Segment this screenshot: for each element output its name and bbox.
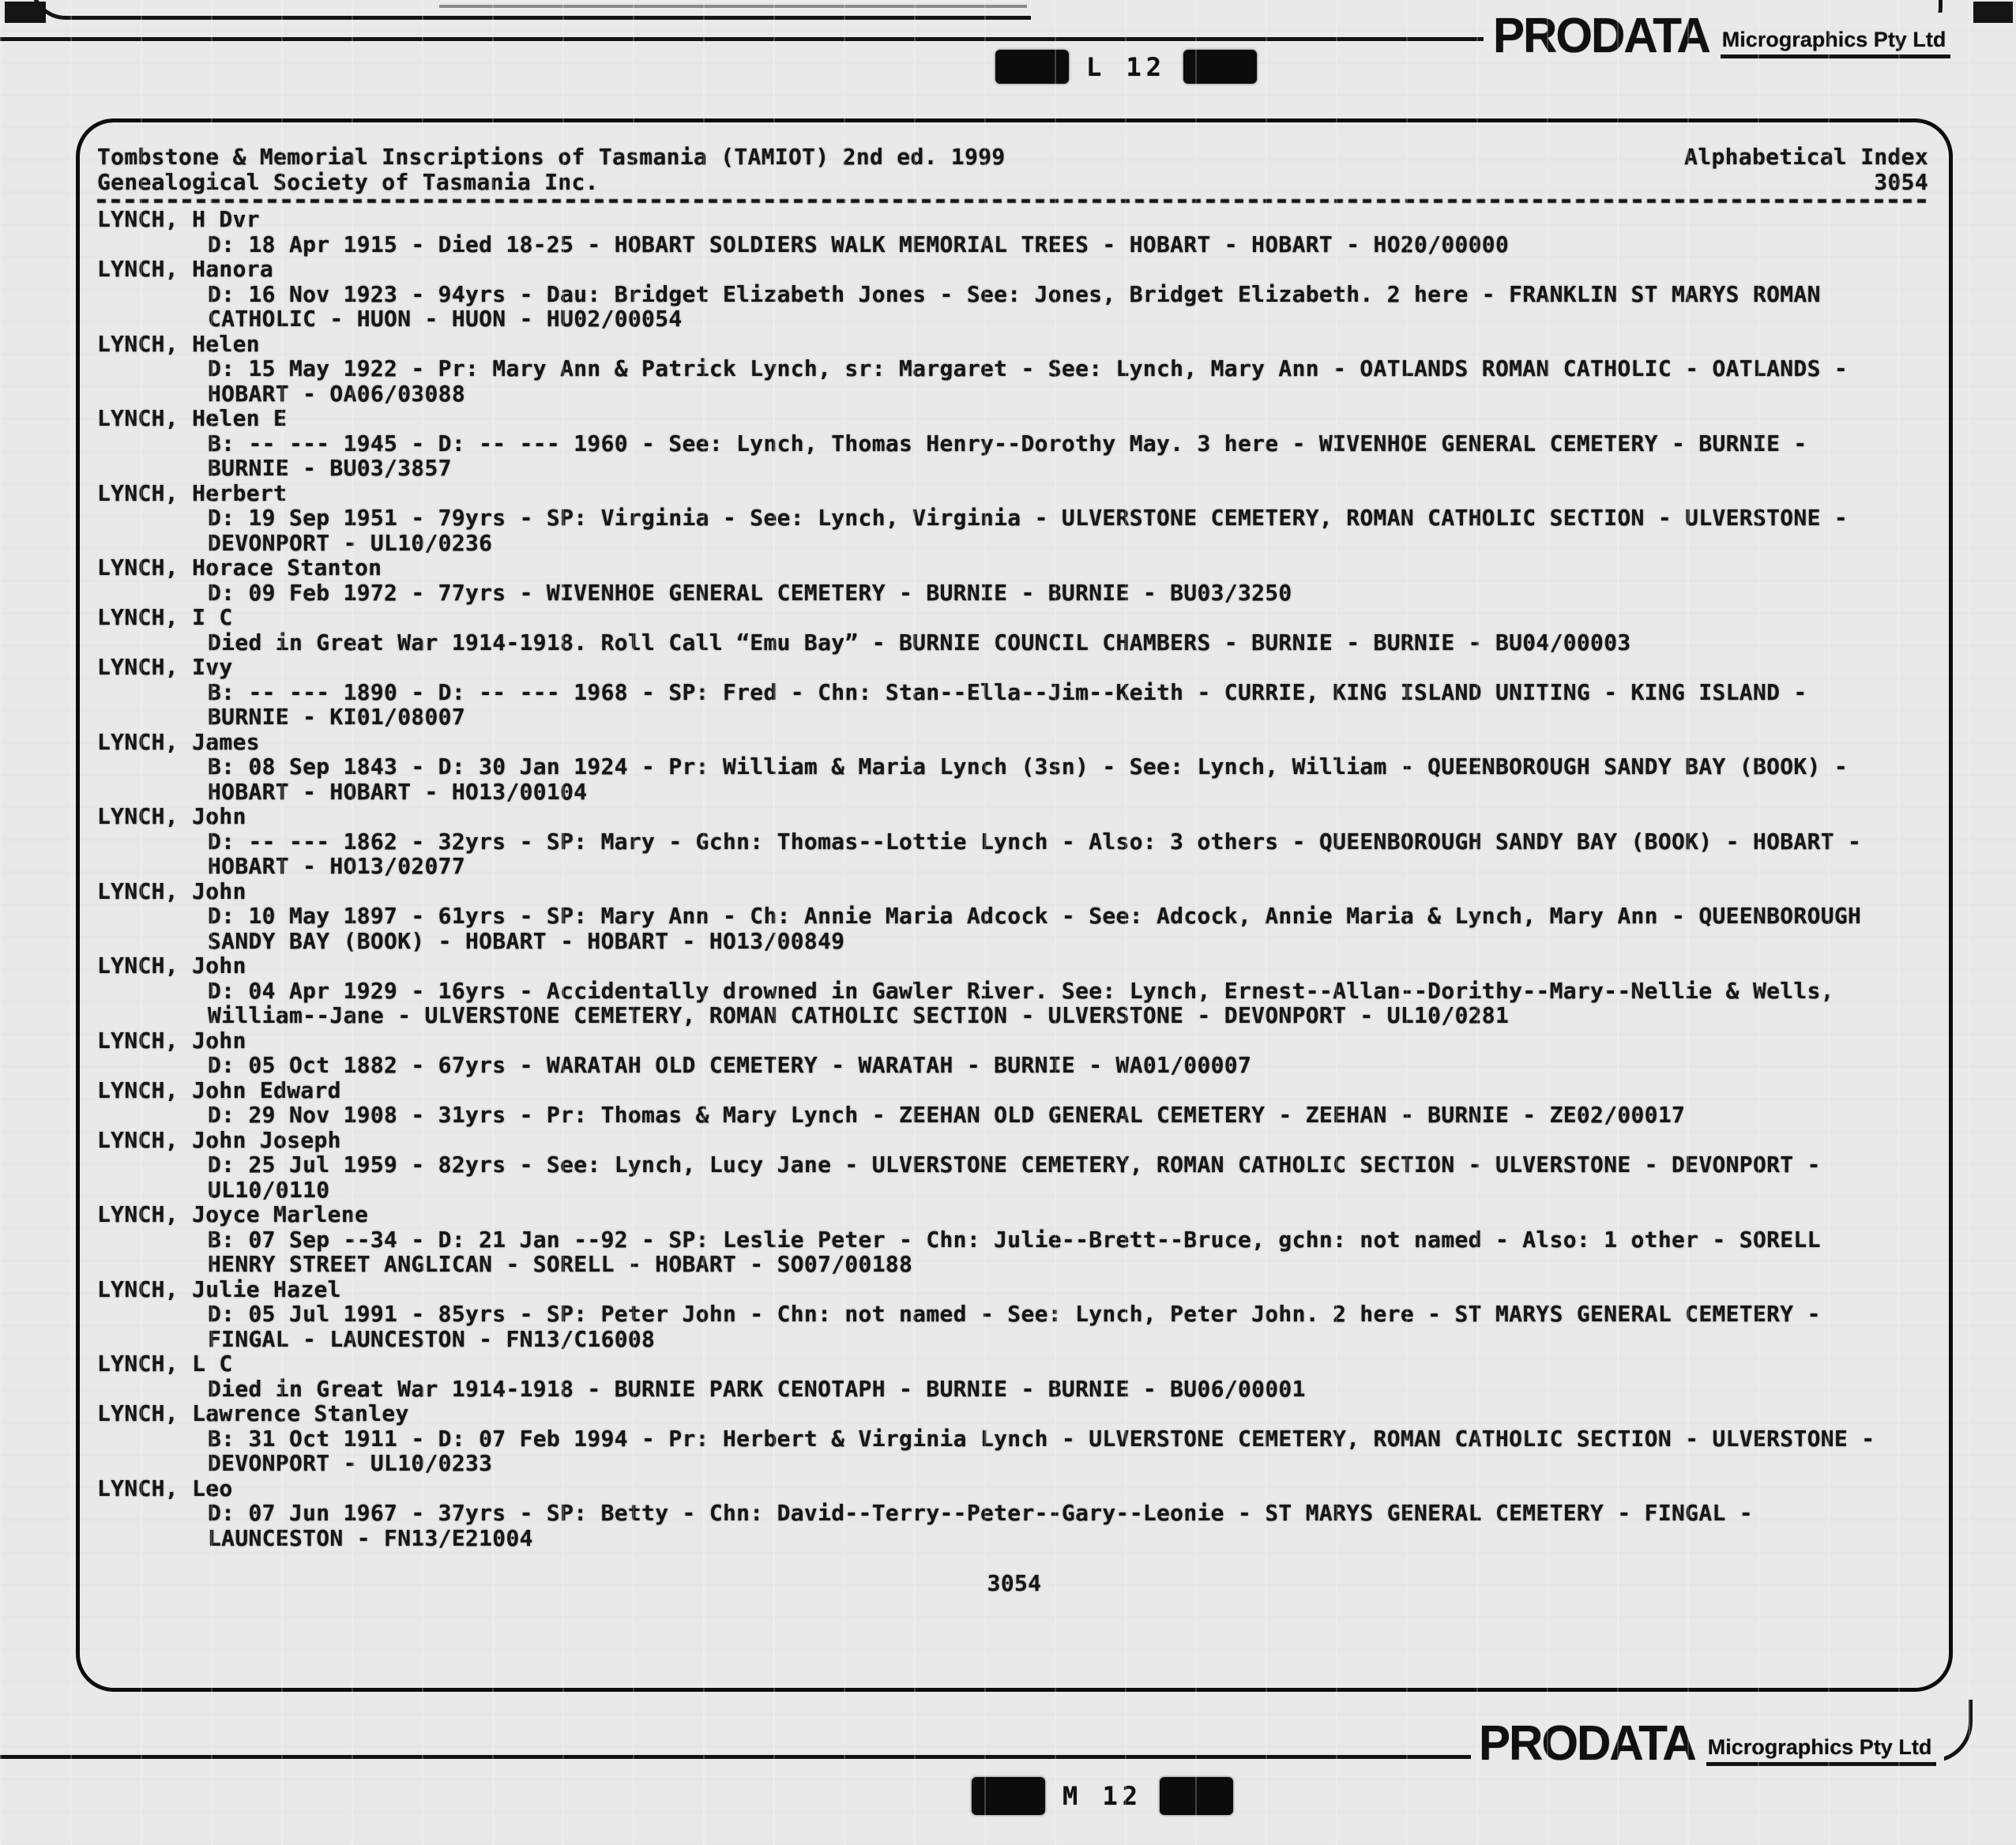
prodata-logo <box>1471 1715 1944 1771</box>
entry-detail-line: FINGAL - LAUNCESTON - FN13/C16008 <box>208 1325 656 1352</box>
entry-name: LYNCH, John <box>97 803 246 829</box>
entry-name: LYNCH, L C <box>97 1351 233 1377</box>
entry-name: LYNCH, H Dvr <box>97 206 260 232</box>
entry-name: LYNCH, Julie Hazel <box>97 1276 341 1302</box>
entry-detail-line: Died in Great War 1914-1918. Roll Call “Emu Bay” - BURNIE COUNCIL CHAMBERS - BURNIE - BURNIE - BU04/00003 <box>208 629 1631 656</box>
dashed-separator <box>97 199 1931 203</box>
entry-detail-line: DEVONPORT - UL10/0233 <box>208 1450 493 1476</box>
entry-name: LYNCH, I C <box>97 604 233 630</box>
document-title-line2: Genealogical Society of Tasmania Inc. <box>97 168 599 195</box>
index-entry <box>97 1476 1931 1551</box>
entry-detail-line: SANDY BAY (BOOK) - HOBART - HOBART - HO13/00849 <box>208 927 845 954</box>
footer-page-number: 3054 <box>987 1570 1042 1596</box>
film-frame-marker-top <box>995 50 1257 84</box>
film-scratch-line <box>439 5 1027 8</box>
entry-name: LYNCH, Helen <box>97 330 260 357</box>
entry-detail-line: B: -- --- 1945 - D: -- --- 1960 - See: Lynch, Thomas Henry--Dorothy May. 3 here - WIVENHOE GENERAL CEMETERY - BURNIE - <box>208 430 1807 457</box>
entry-name: LYNCH, John <box>97 877 246 904</box>
prodata-logo-tagline: Micrographics Pty Ltd <box>1721 28 1951 58</box>
entry-detail-line: D: 16 Nov 1923 - 94yrs - Dau: Bridget Elizabeth Jones - See: Jones, Bridget Elizabeth. 2 here - FRANKLIN ST MARYS ROMAN <box>208 280 1821 307</box>
entry-name: LYNCH, John <box>97 1027 246 1054</box>
entry-detail-line: D: 09 Feb 1972 - 77yrs - WIVENHOE GENERAL CEMETERY - BURNIE - BURNIE - BU03/3250 <box>208 579 1292 606</box>
entry-detail-line: DEVONPORT - UL10/0236 <box>208 529 493 556</box>
document-frame <box>76 118 1953 1692</box>
entry-detail-line: LAUNCESTON - FN13/E21004 <box>208 1524 533 1551</box>
header-page-number: 3054 <box>1874 168 1928 195</box>
frame-divider-line <box>0 1755 1471 1759</box>
marker-bar-icon <box>972 1777 1045 1815</box>
entry-name: LYNCH, John Edward <box>97 1077 341 1103</box>
index-entry <box>97 879 1931 954</box>
marker-bar-icon <box>1183 50 1257 84</box>
index-entry <box>97 1202 1931 1277</box>
index-entry <box>97 1078 1931 1128</box>
entry-name: LYNCH, John Joseph <box>97 1126 341 1153</box>
film-frame-marker-bottom <box>972 1777 1233 1815</box>
entry-detail-line: HOBART - HOBART - HO13/00104 <box>208 778 588 805</box>
entry-name: LYNCH, Hanora <box>97 256 274 282</box>
prodata-logo-text: PRODATA <box>1493 7 1709 63</box>
index-entry <box>97 406 1931 481</box>
entry-detail-line: B: -- --- 1890 - D: -- --- 1968 - SP: Fred - Chn: Stan--Ella--Jim--Keith - CURRIE, KING ISLAND UNITING - KING ISLAND - <box>208 678 1807 705</box>
entry-detail-line: D: 04 Apr 1929 - 16yrs - Accidentally drowned in Gawler River. See: Lynch, Ernest--Allan--Dorithy--Mary--Nellie & Wells, <box>208 977 1834 1004</box>
marker-bar-icon <box>995 50 1069 84</box>
index-entry <box>97 804 1931 879</box>
entry-detail-line: D: -- --- 1862 - 32yrs - SP: Mary - Gchn: Thomas--Lottie Lynch - Also: 3 others - QUEENBOROUGH SANDY BAY (BOOK) - HOBART - <box>208 828 1862 855</box>
entry-name: LYNCH, Horace Stanton <box>97 554 382 581</box>
marker-label: M 12 <box>1063 1781 1143 1811</box>
film-edge-mark <box>1973 2 2013 23</box>
prodata-logo-tagline: Micrographics Pty Ltd <box>1706 1735 1937 1766</box>
index-label: Alphabetical Index <box>1684 144 1928 170</box>
entry-detail-line: D: 25 Jul 1959 - 82yrs - See: Lynch, Lucy Jane - ULVERSTONE CEMETERY, ROMAN CATHOLIC SECTION - ULVERSTONE - DEVONPORT - <box>208 1152 1821 1178</box>
entry-detail-line: D: 15 May 1922 - Pr: Mary Ann & Patrick Lynch, sr: Margaret - See: Lynch, Mary Ann - OATLANDS ROMAN CATHOLIC - OATLANDS - <box>208 355 1849 381</box>
index-entry <box>97 332 1931 407</box>
entry-name: LYNCH, Ivy <box>97 654 233 680</box>
prodata-logo-text: PRODATA <box>1479 1715 1695 1771</box>
entry-detail-line: HOBART - HO13/02077 <box>208 853 465 879</box>
index-entry <box>97 730 1931 805</box>
entry-name: LYNCH, John <box>97 953 246 979</box>
index-entry <box>97 257 1931 332</box>
index-entry <box>97 1351 1931 1401</box>
entry-detail-line: William--Jane - ULVERSTONE CEMETERY, ROMAN CATHOLIC SECTION - ULVERSTONE - DEVONPORT - UL10/0281 <box>208 1002 1510 1028</box>
index-entry <box>97 555 1931 605</box>
entry-detail-line: D: 05 Jul 1991 - 85yrs - SP: Peter John - Chn: not named - See: Lynch, Peter John. 2 here - ST MARYS GENERAL CEMETERY - <box>208 1301 1821 1327</box>
marker-label: L 12 <box>1086 51 1167 82</box>
document-title-line1: Tombstone & Memorial Inscriptions of Tasmania (TAMIOT) 2nd ed. 1999 <box>97 144 1006 170</box>
entry-detail-line: B: 07 Sep --34 - D: 21 Jan --92 - SP: Leslie Peter - Chn: Julie--Brett--Bruce, gchn: not named - Also: 1 other - SORELL <box>208 1226 1821 1253</box>
entry-detail-line: D: 18 Apr 1915 - Died 18-25 - HOBART SOLDIERS WALK MEMORIAL TREES - HOBART - HOBART - HO20/00000 <box>208 231 1510 257</box>
entry-detail-line: B: 08 Sep 1843 - D: 30 Jan 1924 - Pr: William & Maria Lynch (3sn) - See: Lynch, William - QUEENBOROUGH SANDY BAY (BOOK) - <box>208 753 1849 780</box>
entry-detail-line: D: 19 Sep 1951 - 79yrs - SP: Virginia - See: Lynch, Virginia - ULVERSTONE CEMETERY, ROMAN CATHOLIC SECTION - ULVERSTONE - <box>208 505 1849 531</box>
index-entry <box>97 953 1931 1028</box>
entry-name: LYNCH, James <box>97 728 260 755</box>
entry-detail-line: HENRY STREET ANGLICAN - SORELL - HOBART - SO07/00188 <box>208 1251 913 1277</box>
frame-divider-line <box>0 37 1484 41</box>
index-entry <box>97 1028 1931 1078</box>
film-edge-mark <box>5 2 46 23</box>
entries-list <box>97 207 1931 1550</box>
index-entry <box>97 1401 1931 1476</box>
index-entry <box>97 481 1931 556</box>
index-entry <box>97 605 1931 655</box>
document-header <box>97 145 1931 194</box>
previous-frame-edge <box>30 0 1031 20</box>
entry-detail-line: D: 10 May 1897 - 61yrs - SP: Mary Ann - Ch: Annie Maria Adcock - See: Adcock, Annie Maria & Lynch, Mary Ann - QUEENBOROUGH <box>208 903 1862 929</box>
index-entry <box>97 1277 1931 1352</box>
entry-detail-line: D: 07 Jun 1967 - 37yrs - SP: Betty - Chn: David--Terry--Peter--Gary--Leonie - ST MARYS GENERAL CEMETERY - FINGAL - <box>208 1500 1753 1526</box>
entry-name: LYNCH, Herbert <box>97 479 288 506</box>
entry-detail-line: D: 05 Oct 1882 - 67yrs - WARATAH OLD CEMETERY - WARATAH - BURNIE - WA01/00007 <box>208 1052 1252 1078</box>
entry-detail-line: UL10/0110 <box>208 1176 330 1203</box>
entry-name: LYNCH, Lawrence Stanley <box>97 1400 409 1426</box>
prodata-logo <box>1485 7 1958 63</box>
entry-detail-line: BURNIE - KI01/08007 <box>208 704 465 730</box>
marker-bar-icon <box>1160 1777 1233 1815</box>
entry-name: LYNCH, Helen E <box>97 405 288 431</box>
index-entry <box>97 1128 1931 1203</box>
entry-detail-line: B: 31 Oct 1911 - D: 07 Feb 1994 - Pr: Herbert & Virginia Lynch - ULVERSTONE CEMETERY, ROMAN CATHOLIC SECTION - ULVERSTONE - <box>208 1425 1875 1452</box>
index-entry <box>97 655 1931 730</box>
entry-name: LYNCH, Joyce Marlene <box>97 1201 369 1227</box>
entry-detail-line: Died in Great War 1914-1918 - BURNIE PARK CENOTAPH - BURNIE - BURNIE - BU06/00001 <box>208 1375 1306 1402</box>
entry-name: LYNCH, Leo <box>97 1475 233 1501</box>
entry-detail-line: CATHOLIC - HUON - HUON - HU02/00054 <box>208 306 683 332</box>
entry-detail-line: D: 29 Nov 1908 - 31yrs - Pr: Thomas & Mary Lynch - ZEEHAN OLD GENERAL CEMETERY - ZEEHAN - BURNIE - ZE02/00017 <box>208 1102 1686 1128</box>
index-entry <box>97 207 1931 257</box>
entry-detail-line: BURNIE - BU03/3857 <box>208 455 452 481</box>
entry-detail-line: HOBART - OA06/03088 <box>208 380 465 407</box>
